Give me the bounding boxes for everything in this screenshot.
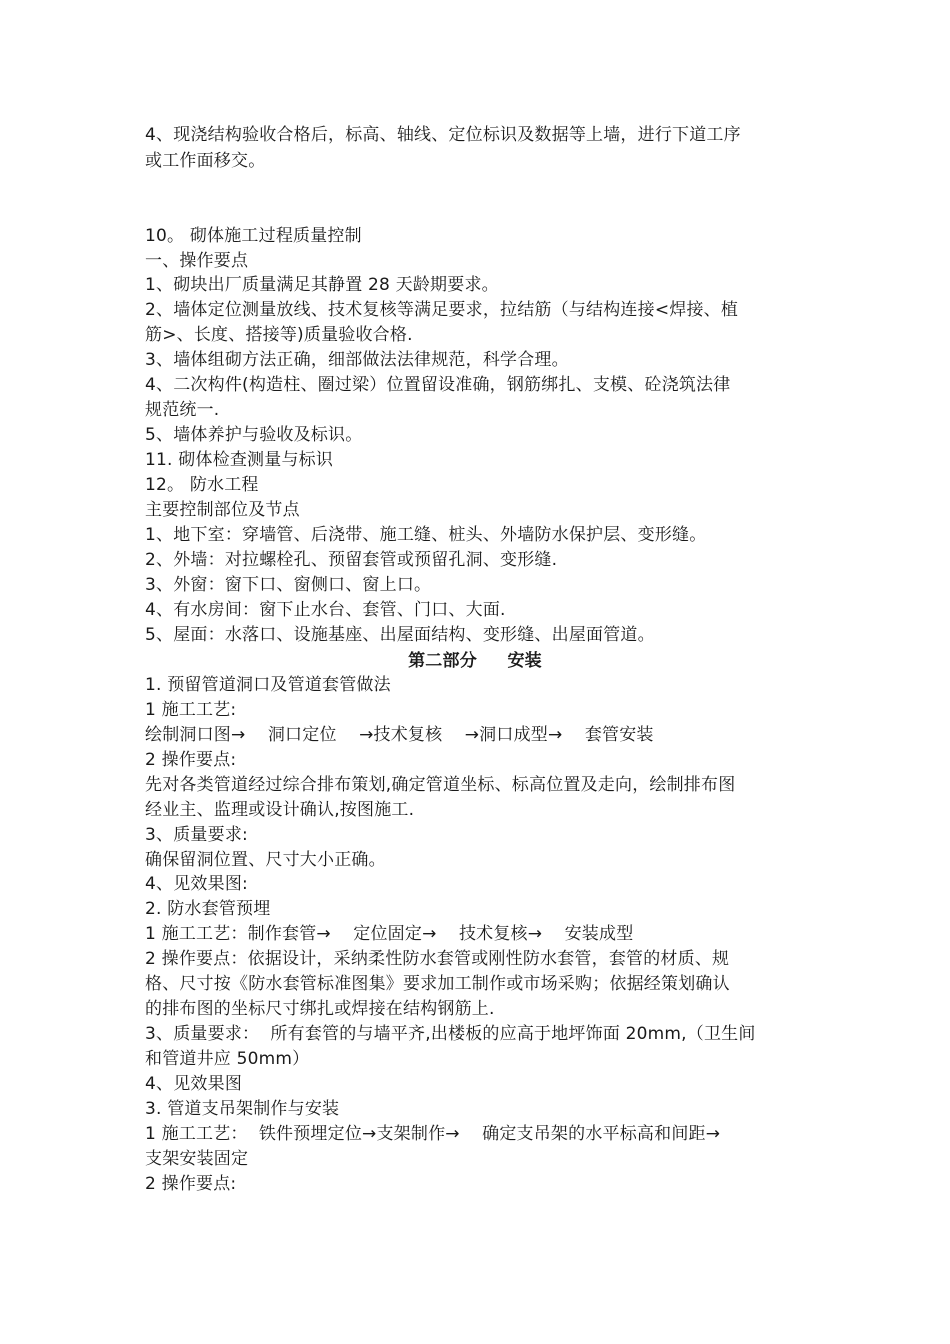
text-line: 3、外窗：窗下口、窗侧口、窗上口。 [145, 575, 432, 595]
text-line: 4、见效果图 [145, 1074, 243, 1094]
text-line: 5、墙体养护与验收及标识。 [145, 425, 363, 445]
text-line: 4、二次构件(构造柱、圈过梁）位置留设准确，钢筋绑扎、支模、砼浇筑法律 [145, 375, 731, 395]
part-title: 第二部分 安装 [408, 651, 542, 671]
text-line: 2、墙体定位测量放线、技术复核等满足要求，拉结筋（与结构连接<焊接、植 [145, 300, 739, 320]
text-line: 的排布图的坐标尺寸绑扎或焊接在结构钢筋上. [145, 999, 495, 1019]
text-line: 5、屋面：水落口、设施基座、出屋面结构、变形缝、出屋面管道。 [145, 625, 655, 645]
section-heading: 3. 管道支吊架制作与安装 [145, 1099, 340, 1119]
process-flow: 1 施工工艺： 铁件预埋定位→支架制作→ 确定支吊架的水平标高和间距→ [145, 1124, 721, 1144]
text-line: 1 施工工艺: [145, 700, 237, 720]
section-heading: 10。 砌体施工过程质量控制 [145, 226, 362, 246]
section-heading: 1. 预留管道洞口及管道套管做法 [145, 675, 391, 695]
text-line: 或工作面移交。 [145, 151, 266, 171]
text-line: 2 操作要点：依据设计，采纳柔性防水套管或刚性防水套管，套管的材质、规 [145, 949, 730, 969]
text-line: 格、尺寸按《防水套管标准图集》要求加工制作或市场采购；依据经策划确认 [145, 974, 730, 994]
text-line: 规范统一. [145, 400, 220, 420]
text-line: 主要控制部位及节点 [145, 500, 300, 520]
text-line: 3、质量要求： 所有套管的与墙平齐,出楼板的应高于地坪饰面 20mm,（卫生间 [145, 1024, 756, 1044]
section-heading: 2. 防水套管预埋 [145, 899, 271, 919]
text-line: 确保留洞位置、尺寸大小正确。 [145, 850, 386, 870]
section-heading: 11. 砌体检查测量与标识 [145, 450, 334, 470]
text-line: 4、见效果图: [145, 874, 248, 894]
section-heading: 12。 防水工程 [145, 475, 259, 495]
text-line: 4、现浇结构验收合格后，标高、轴线、定位标识及数据等上墙，进行下道工序 [145, 125, 741, 145]
text-line: 3、质量要求: [145, 825, 248, 845]
text-line: 支架安装固定 [145, 1149, 249, 1169]
text-line: 经业主、监理或设计确认,按图施工. [145, 800, 415, 820]
text-line: 1、地下室：穿墙管、后浇带、施工缝、桩头、外墙防水保护层、变形缝。 [145, 525, 707, 545]
text-line: 2 操作要点: [145, 1174, 237, 1194]
text-line: 和管道井应 50mm） [145, 1049, 310, 1069]
text-line: 2、外墙：对拉螺栓孔、预留套管或预留孔洞、变形缝. [145, 550, 558, 570]
process-flow: 绘制洞口图→ 洞口定位 →技术复核 →洞口成型→ 套管安装 [145, 725, 654, 745]
text-line: 一、操作要点 [145, 251, 249, 271]
text-line: 1、砌块出厂质量满足其静置 28 天龄期要求。 [145, 275, 499, 295]
text-line: 3、墙体组砌方法正确，细部做法法律规范，科学合理。 [145, 350, 569, 370]
text-line: 筋>、长度、搭接等)质量验收合格. [145, 325, 413, 345]
text-line: 2 操作要点: [145, 750, 237, 770]
text-line: 先对各类管道经过综合排布策划,确定管道坐标、标高位置及走向，绘制排布图 [145, 775, 736, 795]
process-flow: 1 施工工艺：制作套管→ 定位固定→ 技术复核→ 安装成型 [145, 924, 634, 944]
text-line: 4、有水房间：窗下止水台、套管、门口、大面. [145, 600, 506, 620]
